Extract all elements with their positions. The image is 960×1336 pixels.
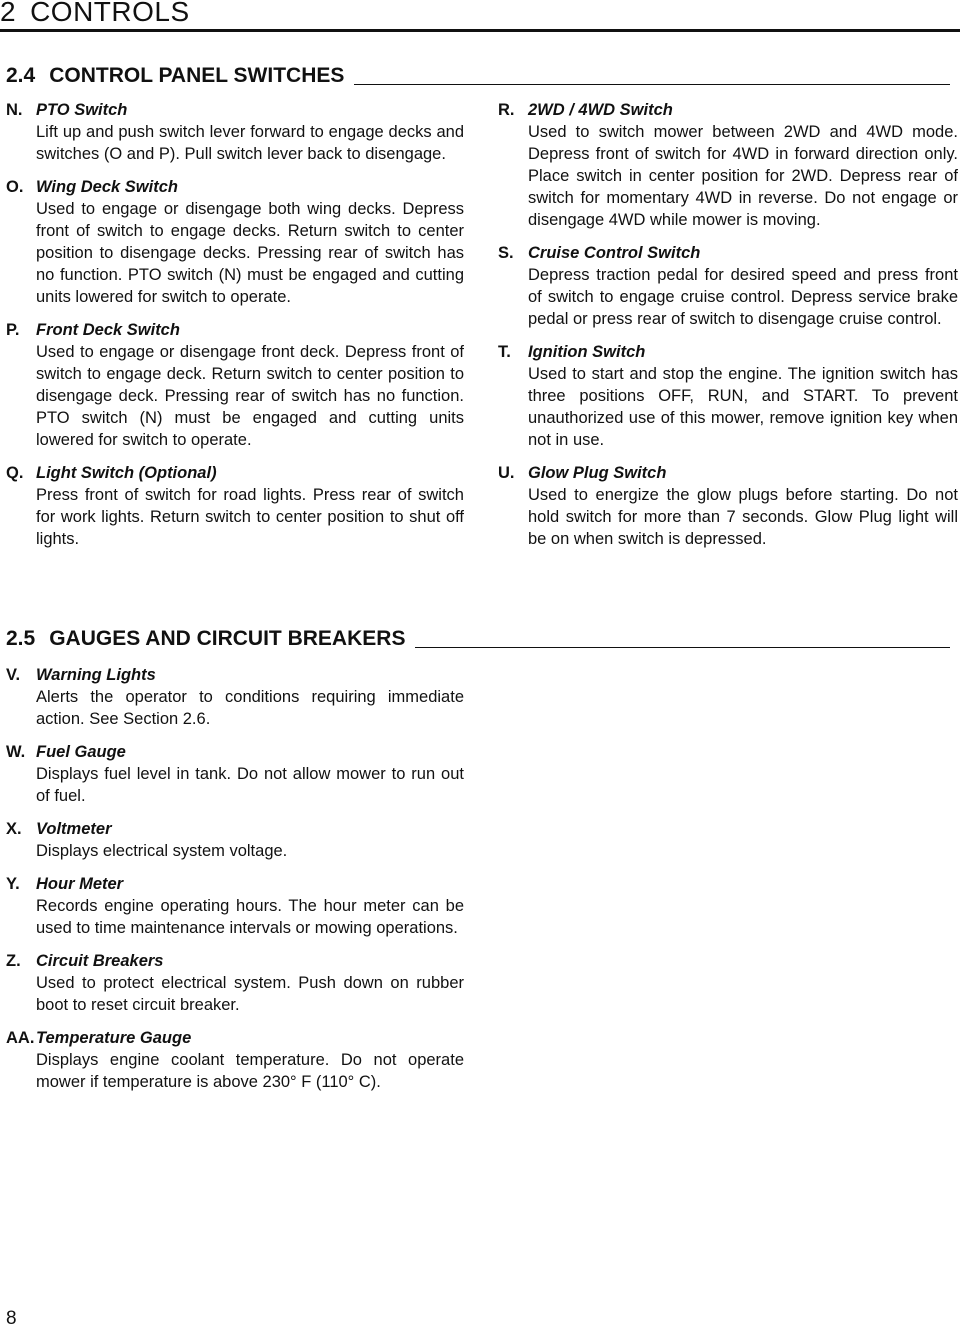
gauge-item-v bbox=[6, 664, 464, 730]
item-title: Cruise Control Switch bbox=[528, 244, 701, 262]
gauge-item-aa bbox=[6, 1027, 464, 1093]
item-text: Used to switch mower between 2WD and 4WD mode. Depress front of switch for 4WD in forward direction only. Place switch in center position for 2WD. Depress rear of switch for momentary 4WD in reverse. Do not engage or disengage 4WD while mower is moving. bbox=[528, 123, 958, 229]
item-text: Used to energize the glow plugs before starting. Do not hold switch for more than 7 seconds. Glow Plug light will be on when switch is depressed. bbox=[528, 486, 958, 548]
item-title: Wing Deck Switch bbox=[36, 178, 178, 196]
item-letter: X. bbox=[6, 820, 22, 838]
gauge-item-y bbox=[6, 873, 464, 939]
item-letter: Z. bbox=[6, 952, 21, 970]
item-letter: V. bbox=[6, 666, 21, 684]
switch-item-t bbox=[498, 341, 958, 451]
left-column bbox=[6, 99, 464, 561]
section-title: GAUGES AND CIRCUIT BREAKERS bbox=[49, 627, 406, 650]
item-title: Circuit Breakers bbox=[36, 952, 164, 970]
item-title: Hour Meter bbox=[36, 875, 124, 893]
item-title: Warning Lights bbox=[36, 666, 156, 684]
item-letter: S. bbox=[498, 244, 514, 262]
item-letter: N. bbox=[6, 101, 23, 119]
chapter-number: 2 bbox=[0, 0, 17, 27]
switch-item-n bbox=[6, 99, 464, 165]
section-heading-gauges-circuit-breakers bbox=[6, 624, 950, 654]
right-column bbox=[498, 99, 958, 561]
gauges-column bbox=[6, 664, 464, 1104]
item-text: Alerts the operator to conditions requiring immediate action. See Section 2.6. bbox=[36, 688, 464, 728]
item-text: Displays fuel level in tank. Do not allow mower to run out of fuel. bbox=[36, 765, 464, 805]
item-letter: T. bbox=[498, 343, 511, 361]
section-heading-control-panel-switches bbox=[6, 61, 950, 91]
gauge-item-w bbox=[6, 741, 464, 807]
switch-item-p bbox=[6, 319, 464, 451]
item-title: Glow Plug Switch bbox=[528, 464, 667, 482]
item-text: Used to start and stop the engine. The ignition switch has three positions OFF, RUN, and START. To prevent unauthorized use of this mower, remove ignition key when not in use. bbox=[528, 365, 958, 449]
gauge-item-z bbox=[6, 950, 464, 1016]
item-title: Fuel Gauge bbox=[36, 743, 126, 761]
switch-item-u bbox=[498, 462, 958, 550]
switch-item-r bbox=[498, 99, 958, 231]
item-title: Voltmeter bbox=[36, 820, 112, 838]
item-title: Temperature Gauge bbox=[36, 1029, 192, 1047]
item-title: 2WD / 4WD Switch bbox=[528, 101, 673, 119]
item-text: Press front of switch for road lights. Press rear of switch for work lights. Return switch to center position to shut off lights. bbox=[36, 486, 464, 548]
item-text: Records engine operating hours. The hour meter can be used to time maintenance intervals or mowing operations. bbox=[36, 897, 464, 937]
item-letter: O. bbox=[6, 178, 24, 196]
item-title: Front Deck Switch bbox=[36, 321, 180, 339]
item-letter: Q. bbox=[6, 464, 24, 482]
item-title: Ignition Switch bbox=[528, 343, 646, 361]
section-title: CONTROL PANEL SWITCHES bbox=[49, 64, 345, 87]
item-letter: R. bbox=[498, 101, 515, 119]
item-letter: U. bbox=[498, 464, 515, 482]
page-number: 8 bbox=[6, 1308, 17, 1329]
chapter-name: CONTROLS bbox=[30, 0, 190, 27]
item-text: Lift up and push switch lever forward to engage decks and switches (O and P). Pull switch lever back to disengage. bbox=[36, 123, 464, 163]
switch-item-s bbox=[498, 242, 958, 330]
heading-rule bbox=[415, 630, 950, 648]
item-text: Displays electrical system voltage. bbox=[36, 842, 288, 860]
item-text: Used to engage or disengage both wing decks. Depress front of switch to engage decks. Return switch to center position to disengage decks. Pressing rear of switch has no function. PTO switch (N) must be engaged and cutting units lowered for switch to operate. bbox=[36, 200, 464, 306]
item-title: Light Switch (Optional) bbox=[36, 464, 217, 482]
item-title: PTO Switch bbox=[36, 101, 128, 119]
switch-item-q bbox=[6, 462, 464, 550]
item-letter: AA. bbox=[6, 1029, 35, 1047]
heading-rule bbox=[354, 67, 950, 85]
chapter-title bbox=[0, 0, 960, 32]
section-number: 2.4 bbox=[6, 64, 36, 87]
gauge-item-x bbox=[6, 818, 464, 862]
item-letter: W. bbox=[6, 743, 26, 761]
item-letter: Y. bbox=[6, 875, 20, 893]
item-text: Displays engine coolant temperature. Do not operate mower if temperature is above 230° F (110° C). bbox=[36, 1051, 464, 1091]
item-letter: P. bbox=[6, 321, 20, 339]
item-text: Depress traction pedal for desired speed and press front of switch to engage cruise control. Depress service brake pedal or press rear of switch to disengage cruise control. bbox=[528, 266, 958, 328]
item-text: Used to protect electrical system. Push down on rubber boot to reset circuit breaker. bbox=[36, 974, 464, 1014]
item-text: Used to engage or disengage front deck. Depress front of switch to engage deck. Return switch to center position to disengage deck. Pressing rear of switch has no function. PTO switch (N) must be engaged and cutting units lowered for switch to operate. bbox=[36, 343, 464, 449]
switch-item-o bbox=[6, 176, 464, 308]
section-number: 2.5 bbox=[6, 627, 36, 650]
